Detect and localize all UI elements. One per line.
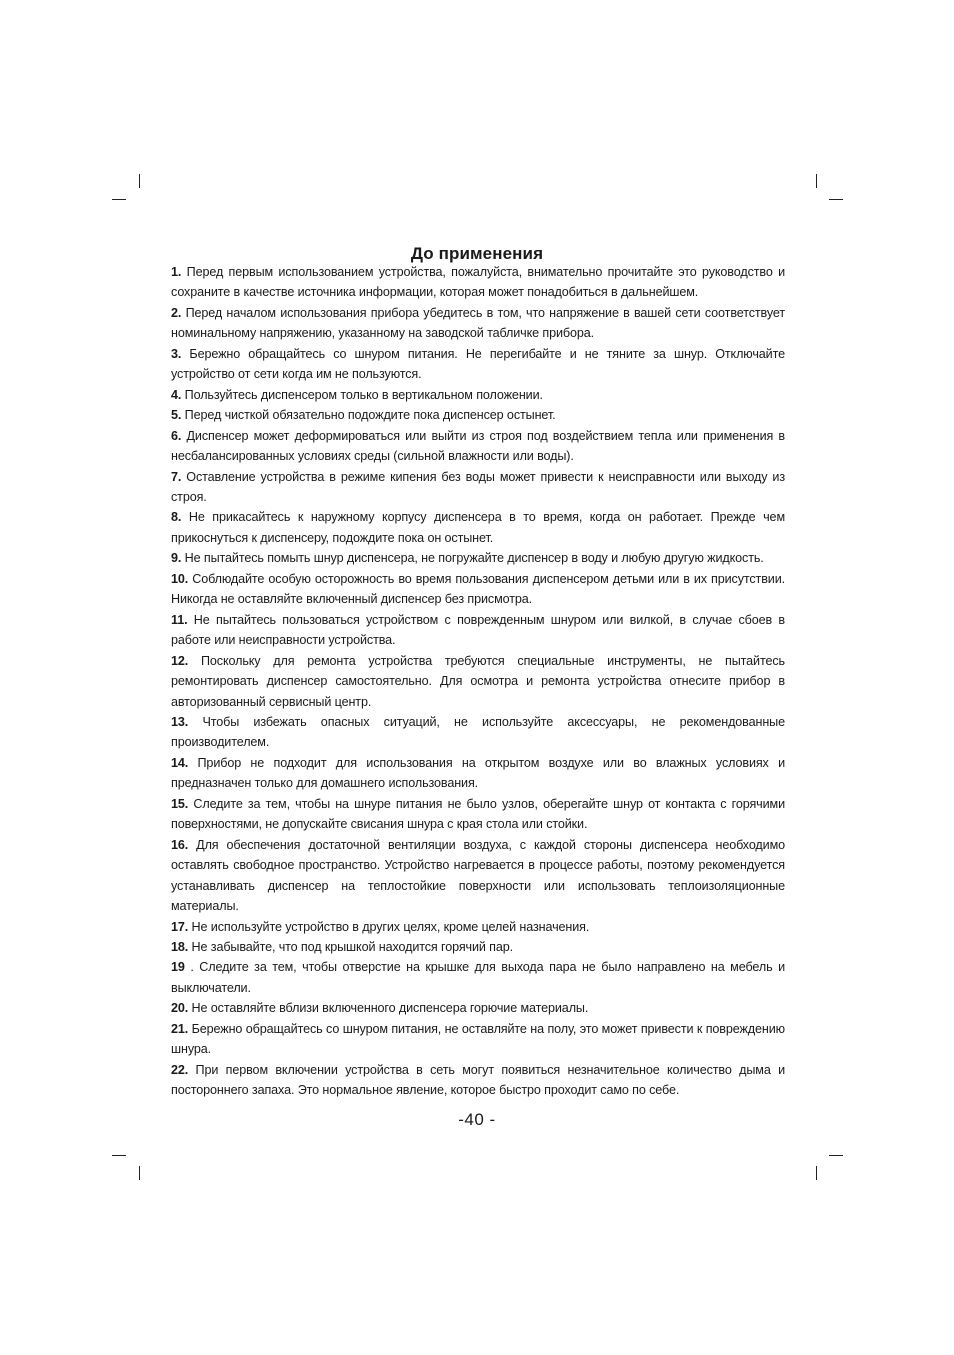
instructions-list	[171, 262, 785, 1101]
instruction-number: 15.	[171, 796, 189, 811]
instruction-number: 14.	[171, 755, 189, 770]
instruction-item	[171, 998, 785, 1018]
instruction-text: Диспенсер может деформироваться или выйти из строя под воздействием тепла или применения в несбалансированных условиях среды (сильной влажности или воды).	[171, 428, 785, 464]
page-title: До применения	[410, 244, 544, 264]
instruction-number: 2.	[171, 305, 182, 320]
instruction-number: 7.	[171, 469, 182, 484]
crop-mark-top-left-horizontal	[112, 199, 126, 200]
instruction-text: Следите за тем, чтобы на шнуре питания не было узлов, оберегайте шнур от контакта с горячими поверхностями, не допускайте свисания шнура с края стола или стойки.	[171, 796, 785, 832]
instruction-number: 18.	[171, 939, 189, 954]
instruction-number: 6.	[171, 428, 182, 443]
instruction-text: Перед началом использования прибора убедитесь в том, что напряжение в вашей сети соответствует номинальному напряжению, указанному на заводской табличке прибора.	[171, 305, 785, 341]
instruction-text: Не прикасайтесь к наружному корпусу диспенсера в то время, когда он работает. Прежде чем прикоснуться к диспенсеру, подождите пока он остынет.	[171, 510, 785, 545]
instruction-item	[171, 794, 785, 835]
crop-mark-bottom-right-vertical	[816, 1166, 817, 1180]
instruction-item	[171, 1060, 785, 1101]
instruction-item	[171, 344, 785, 385]
instruction-text: Не оставляйте вблизи включенного диспенсера горючие материалы.	[191, 1001, 589, 1016]
instruction-number: 9.	[171, 551, 182, 566]
instruction-item	[171, 917, 785, 937]
instruction-item	[171, 610, 785, 651]
crop-mark-bottom-right-horizontal	[829, 1155, 843, 1156]
instruction-item	[171, 405, 785, 425]
instruction-text: Перед чисткой обязательно подождите пока диспенсер остынет.	[184, 408, 556, 423]
instruction-number: 1.	[171, 265, 182, 279]
instruction-text: Перед первым использованием устройства, пожалуйста, внимательно прочитайте это руководство и сохраните в качестве источника информации, которая может понадобиться в дальнейшем.	[171, 265, 785, 300]
instruction-number: 17.	[171, 919, 189, 934]
instruction-number: 3.	[171, 346, 182, 361]
instruction-text: При первом включении устройства в сеть могут появиться незначительное количество дыма и постороннего запаха. Это нормальное явление, которое быстро проходит само по себе.	[171, 1062, 785, 1098]
instruction-text: Для обеспечения достаточной вентиляции воздуха, с каждой стороны диспенсера необходимо оставлять свободное пространство. Устройство нагревается в процессе работы, поэтому рекомендуется устанавливать диспенсер на теплостойкие поверхности или использовать теплоизоляционные материалы.	[171, 837, 785, 914]
crop-mark-top-left-vertical	[139, 174, 140, 188]
instruction-item	[171, 303, 785, 344]
crop-mark-bottom-left-vertical	[139, 1166, 140, 1180]
instruction-number: 10.	[171, 571, 189, 586]
instruction-text: Не пытайтесь помыть шнур диспенсера, не погружайте диспенсер в воду и любую другую жидкость.	[184, 551, 764, 566]
instruction-text: Пользуйтесь диспенсером только в вертикальном положении.	[184, 387, 543, 402]
crop-mark-top-right-vertical	[816, 174, 817, 188]
instruction-item	[171, 937, 785, 957]
crop-mark-top-right-horizontal	[829, 199, 843, 200]
page-number: -40 -	[458, 1110, 496, 1129]
instruction-text: Чтобы избежать опасных ситуаций, не используйте аксессуары, не рекомендованные производителем.	[171, 714, 785, 750]
instruction-text: Бережно обращайтесь со шнуром питания. Не перегибайте и не тяните за шнур. Отключайте устройство от сети когда им не пользуются.	[171, 346, 785, 382]
instruction-number: 13.	[171, 714, 189, 729]
instruction-item	[171, 467, 785, 508]
instruction-number: 4.	[171, 387, 182, 402]
instruction-item	[171, 426, 785, 467]
instruction-number: 21.	[171, 1021, 189, 1036]
instruction-item	[171, 651, 785, 712]
instruction-item	[171, 385, 785, 405]
instruction-item	[171, 548, 785, 568]
instruction-text: Поскольку для ремонта устройства требуются специальные инструменты, не пытайтесь ремонтировать диспенсер самостоятельно. Для осмотра и ремонта устройства отнесите прибор в авторизованный сервисный центр.	[171, 653, 785, 709]
crop-mark-bottom-left-horizontal	[112, 1155, 126, 1156]
instruction-item	[171, 712, 785, 753]
instruction-number: 12.	[171, 653, 189, 668]
instruction-item	[171, 569, 785, 610]
instruction-text: Прибор не подходит для использования на открытом воздухе или во влажных условиях и предназначен только для домашнего использования.	[171, 755, 785, 791]
instruction-number: 22.	[171, 1062, 189, 1077]
instruction-text: Соблюдайте особую осторожность во время пользования диспенсером детьми или в их присутствии. Никогда не оставляйте включенный диспенсер без присмотра.	[171, 571, 785, 607]
instruction-item	[171, 1019, 785, 1060]
instruction-number: 11.	[171, 612, 188, 627]
instruction-number: 20.	[171, 1001, 189, 1016]
instruction-item	[171, 835, 785, 917]
instruction-item	[171, 262, 785, 303]
instruction-number: 16.	[171, 837, 189, 852]
instruction-item	[171, 507, 785, 548]
instruction-item	[171, 753, 785, 794]
instruction-text: Бережно обращайтесь со шнуром питания, не оставляйте на полу, это может привести к повреждению шнура.	[171, 1021, 785, 1057]
instruction-text: Не забывайте, что под крышкой находится горячий пар.	[191, 939, 514, 954]
instruction-text: Не используйте устройство в других целях, кроме целей назначения.	[191, 919, 590, 934]
instruction-number: 19	[171, 960, 185, 975]
instruction-item	[171, 957, 785, 998]
instruction-number: 5.	[171, 408, 182, 423]
instruction-text: Оставление устройства в режиме кипения без воды может привести к неисправности или выходу из строя.	[171, 469, 785, 504]
instruction-text: . Следите за тем, чтобы отверстие на крышке для выхода пара не было направлено на мебель и выключатели.	[171, 960, 786, 995]
instruction-number: 8.	[171, 510, 182, 525]
instruction-text: Не пытайтесь пользоваться устройством с поврежденным шнуром или вилкой, в случае сбоев в работе или неисправности устройства.	[171, 612, 785, 648]
